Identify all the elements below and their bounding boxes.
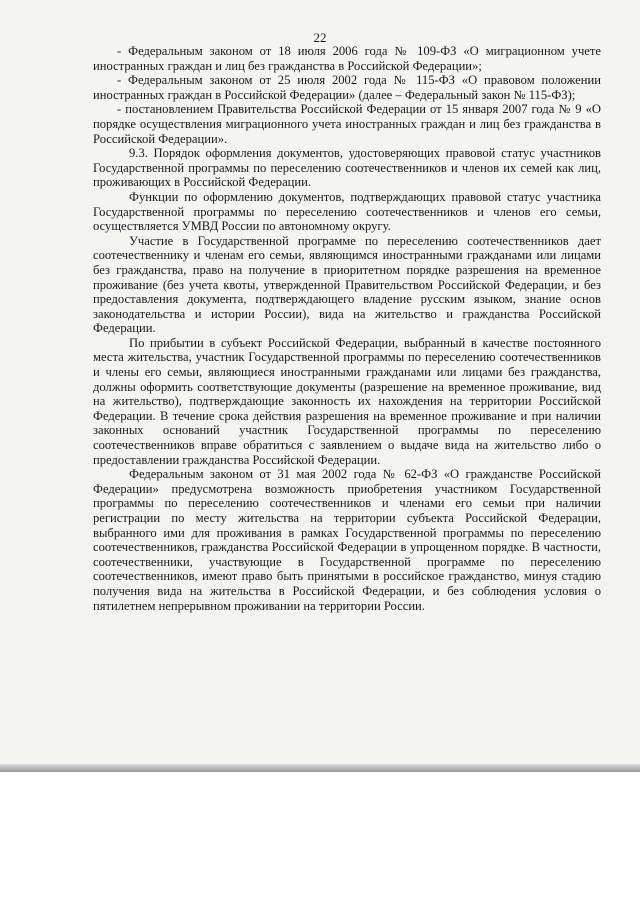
scan-edge [0, 764, 640, 772]
paragraph-citizenship: Федеральным законом от 31 мая 2002 года № 62-ФЗ «О гражданстве Российской Федерации» предусмотрена возможность приобретения участником Государственной программы по переселению соотечественников и членами его семьи при наличии регистрации по месту жительства на территории субъекта Российской Федерации, выбранного ими для проживания в рамках Государственной программы по переселению соотечественников, гражданства Российской Федерации в упрощенном порядке. В частности, соотечественники, участвующие в Государственной программе по переселению соотечественников, имеют право быть принятыми в российское гражданство, минуя стадию получения вида на жительства в Российской Федерации, и без соблюдения условия о пятилетнем непрерывном проживании на территории России. [93, 467, 601, 613]
paragraph-functions: Функции по оформлению документов, подтверждающих правовой статус участника Государственной программы по переселению соотечественников и членов его семьи, осуществляется УМВД России по автономному округу. [93, 189, 601, 234]
paragraph-law-115: - Федеральным законом от 25 июля 2002 года № 115-ФЗ «О правовом положении иностранных граждан в Российской Федерации» (далее – Федеральный закон № 115-ФЗ); [93, 73, 601, 102]
paragraph-law-109: - Федеральным законом от 18 июля 2006 года № 109-ФЗ «О миграционном учете иностранных граждан и лиц без гражданства в Российской Федерации»; [93, 44, 601, 73]
section-heading-9-3: 9.3. Порядок оформления документов, удостоверяющих правовой статус участников Государственной программы по переселению соотечественников и членов их семей как лиц, проживающих в Российской Федерации. [93, 146, 601, 190]
page-number: 22 [313, 30, 327, 45]
document-body [93, 44, 601, 613]
paragraph-resolution-9: - постановлением Правительства Российской Федерации от 15 января 2007 года № 9 «О порядке осуществления миграционного учета иностранных граждан и лиц без гражданства в Российской Федерации». [93, 102, 601, 146]
paragraph-arrival: По прибытии в субъект Российской Федерации, выбранный в качестве постоянного места жительства, участник Государственной программы по переселению соотечественников и члены его семьи, являющиеся иностранными гражданами или лицами без гражданства, должны оформить соответствующие документы (разрешение на временное проживание, вид на жительство), подтверждающие законность их нахождения на территории Российской Федерации. В течение срока действия разрешения на временное проживание и при наличии законных оснований участник Государственной программы по переселению соотечественников вправе обратиться с заявлением о выдаче вида на жительство либо о предоставлении гражданства Российской Федерации. [93, 335, 601, 467]
paragraph-participation: Участие в Государственной программе по переселению соотечественников дает соотечественнику и членам его семьи, являющимся иностранными гражданами или лицами без гражданства, право на получение в приоритетном порядке разрешения на временное проживание (без учета квоты, утвержденной Правительством Российской Федерации, и без предоставления документа, подтверждающего владение русским языком, знание основ законодательства и истории России), вида на жительство и гражданства Российской Федерации. [93, 233, 601, 336]
